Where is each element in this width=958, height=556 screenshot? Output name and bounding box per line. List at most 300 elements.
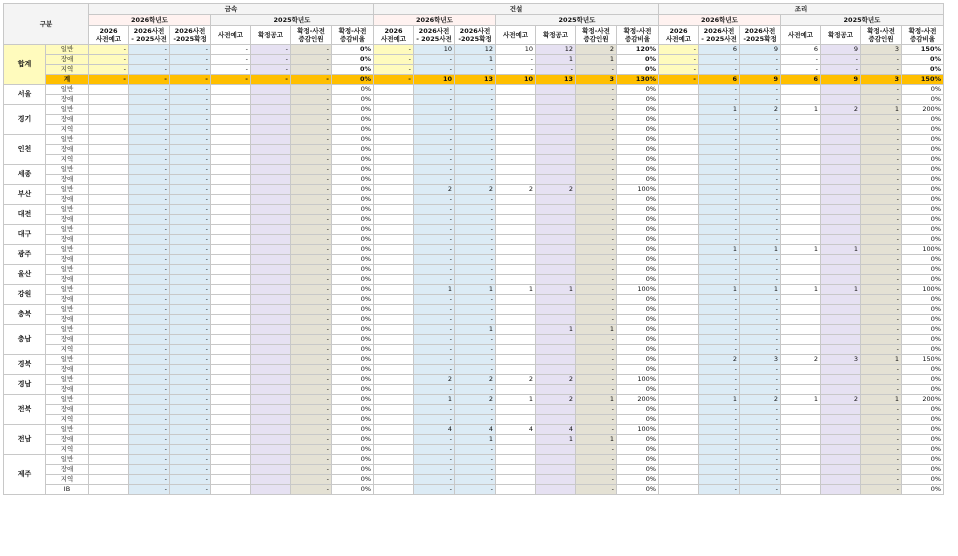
data-cell <box>781 315 821 325</box>
data-cell <box>496 95 536 105</box>
data-cell <box>251 475 291 485</box>
data-cell: - <box>861 85 902 95</box>
data-cell <box>89 95 129 105</box>
data-cell: - <box>699 65 740 75</box>
data-cell: 0% <box>617 235 659 245</box>
data-cell <box>89 315 129 325</box>
data-cell: - <box>170 265 211 275</box>
data-cell: - <box>699 185 740 195</box>
table-row <box>4 105 944 115</box>
data-cell <box>536 125 576 135</box>
data-cell: 0% <box>617 345 659 355</box>
data-cell: - <box>170 415 211 425</box>
data-cell: - <box>861 445 902 455</box>
data-cell: 2 <box>576 45 617 55</box>
data-cell <box>659 475 699 485</box>
region-label: 강원 <box>4 285 46 305</box>
data-cell: - <box>170 485 211 495</box>
data-cell: 0% <box>902 415 944 425</box>
data-cell: - <box>414 265 455 275</box>
data-cell: 0% <box>332 145 374 155</box>
data-cell: 1 <box>455 55 496 65</box>
data-cell: - <box>414 95 455 105</box>
data-cell <box>821 425 861 435</box>
data-cell <box>89 355 129 365</box>
data-cell <box>496 345 536 355</box>
data-cell <box>89 225 129 235</box>
data-cell <box>659 375 699 385</box>
data-cell <box>659 105 699 115</box>
data-cell <box>536 445 576 455</box>
data-cell <box>496 405 536 415</box>
data-cell: 0% <box>332 465 374 475</box>
data-cell: - <box>699 455 740 465</box>
data-cell: 0% <box>332 385 374 395</box>
data-cell <box>89 245 129 255</box>
data-cell <box>781 475 821 485</box>
data-cell: - <box>740 225 781 235</box>
data-cell <box>251 455 291 465</box>
data-cell <box>251 345 291 355</box>
data-cell <box>89 465 129 475</box>
data-cell: - <box>576 265 617 275</box>
data-cell <box>211 105 251 115</box>
data-cell: - <box>576 445 617 455</box>
data-cell <box>374 275 414 285</box>
data-cell <box>374 465 414 475</box>
data-cell <box>496 315 536 325</box>
data-cell: - <box>781 55 821 65</box>
data-cell: - <box>170 385 211 395</box>
data-cell <box>251 265 291 275</box>
data-cell: - <box>455 405 496 415</box>
data-cell <box>211 235 251 245</box>
data-cell: - <box>861 385 902 395</box>
category-label: 일반 <box>46 105 89 115</box>
data-cell: - <box>129 245 170 255</box>
data-cell <box>89 285 129 295</box>
data-cell: - <box>251 45 291 55</box>
table-row <box>4 195 944 205</box>
data-cell: - <box>414 275 455 285</box>
category-label: 지역 <box>46 415 89 425</box>
data-cell: - <box>211 55 251 65</box>
data-cell: - <box>129 435 170 445</box>
data-cell: 9 <box>740 45 781 55</box>
data-cell <box>251 185 291 195</box>
data-cell <box>821 155 861 165</box>
data-cell: - <box>496 65 536 75</box>
category-label: 장애 <box>46 115 89 125</box>
data-cell <box>659 175 699 185</box>
data-cell: 1 <box>861 395 902 405</box>
data-cell: 0% <box>902 155 944 165</box>
data-cell <box>659 445 699 455</box>
data-cell: 0% <box>617 455 659 465</box>
table-row <box>4 85 944 95</box>
data-cell <box>496 135 536 145</box>
data-cell: - <box>576 115 617 125</box>
data-cell: - <box>861 375 902 385</box>
data-cell: - <box>129 425 170 435</box>
data-cell <box>496 245 536 255</box>
data-cell: 1 <box>414 285 455 295</box>
data-cell: - <box>576 185 617 195</box>
data-cell <box>374 185 414 195</box>
data-cell: - <box>414 225 455 235</box>
data-cell: 2 <box>455 185 496 195</box>
data-cell: - <box>291 225 332 235</box>
data-cell: 2 <box>455 375 496 385</box>
data-cell: - <box>291 485 332 495</box>
data-cell <box>89 205 129 215</box>
data-cell: - <box>414 405 455 415</box>
data-cell: 4 <box>455 425 496 435</box>
data-cell: - <box>414 345 455 355</box>
data-cell: 3 <box>821 355 861 365</box>
data-cell <box>251 485 291 495</box>
data-cell: - <box>129 255 170 265</box>
data-cell <box>374 235 414 245</box>
data-cell: 1 <box>781 285 821 295</box>
data-cell: - <box>291 255 332 265</box>
data-cell: 0% <box>332 195 374 205</box>
data-cell <box>374 425 414 435</box>
data-cell <box>536 165 576 175</box>
data-cell: - <box>861 185 902 195</box>
column-header: 확정-사전 증감비율 <box>617 26 659 45</box>
data-cell <box>659 85 699 95</box>
data-cell: - <box>861 335 902 345</box>
data-cell: - <box>455 235 496 245</box>
data-cell <box>251 365 291 375</box>
table-row <box>4 225 944 235</box>
data-cell: - <box>129 225 170 235</box>
data-cell <box>659 185 699 195</box>
data-cell: - <box>170 375 211 385</box>
table-row <box>4 395 944 405</box>
data-cell <box>89 375 129 385</box>
table-row <box>4 465 944 475</box>
data-cell: - <box>861 455 902 465</box>
data-cell <box>251 175 291 185</box>
data-cell: - <box>170 105 211 115</box>
category-label: 장애 <box>46 335 89 345</box>
data-cell <box>89 395 129 405</box>
data-cell <box>659 215 699 225</box>
data-cell: - <box>576 155 617 165</box>
data-cell <box>374 435 414 445</box>
table-row <box>4 335 944 345</box>
data-cell <box>659 165 699 175</box>
data-cell: 0% <box>332 55 374 65</box>
data-cell: 1 <box>536 325 576 335</box>
data-cell <box>211 145 251 155</box>
data-cell: - <box>699 475 740 485</box>
group-header-cooking: 조리 <box>659 4 944 15</box>
data-cell <box>536 305 576 315</box>
data-cell <box>251 375 291 385</box>
data-cell: - <box>576 145 617 155</box>
data-cell: - <box>211 75 251 85</box>
data-cell <box>211 85 251 95</box>
data-cell <box>821 345 861 355</box>
region-label: 전남 <box>4 425 46 455</box>
column-header: 확정공고 <box>251 26 291 45</box>
table-row <box>4 365 944 375</box>
data-cell: - <box>699 125 740 135</box>
data-cell: 0% <box>617 55 659 65</box>
category-label: IB <box>46 485 89 495</box>
data-cell <box>251 355 291 365</box>
data-cell: - <box>129 295 170 305</box>
data-cell <box>251 335 291 345</box>
data-cell: - <box>291 375 332 385</box>
data-cell: - <box>170 225 211 235</box>
data-cell <box>659 455 699 465</box>
data-cell <box>251 225 291 235</box>
data-cell: - <box>129 55 170 65</box>
data-cell: - <box>291 285 332 295</box>
data-cell: - <box>414 215 455 225</box>
data-cell: - <box>414 55 455 65</box>
data-cell: - <box>576 95 617 105</box>
data-cell: - <box>861 265 902 275</box>
data-cell <box>781 225 821 235</box>
data-cell: - <box>576 345 617 355</box>
data-cell: 12 <box>536 45 576 55</box>
data-cell: - <box>861 245 902 255</box>
data-cell: 0% <box>617 435 659 445</box>
data-cell: - <box>455 445 496 455</box>
data-cell: - <box>291 355 332 365</box>
table-row <box>4 455 944 465</box>
data-cell <box>211 335 251 345</box>
data-cell <box>89 325 129 335</box>
table-row <box>4 435 944 445</box>
data-cell: - <box>455 155 496 165</box>
data-cell: 0% <box>902 445 944 455</box>
region-label: 합계 <box>4 45 46 85</box>
column-header: 2026사전 -2025확정 <box>455 26 496 45</box>
data-cell: - <box>129 135 170 145</box>
data-cell <box>251 435 291 445</box>
data-cell: - <box>455 455 496 465</box>
table-row <box>4 65 944 75</box>
category-label: 장애 <box>46 95 89 105</box>
data-cell: 1 <box>781 105 821 115</box>
data-cell <box>821 365 861 375</box>
data-cell: 0% <box>332 445 374 455</box>
data-cell <box>659 115 699 125</box>
data-cell: 0% <box>332 175 374 185</box>
data-cell: 0% <box>332 205 374 215</box>
data-cell <box>211 265 251 275</box>
data-cell: - <box>455 165 496 175</box>
data-cell <box>211 125 251 135</box>
data-cell <box>781 125 821 135</box>
data-cell: 2 <box>496 185 536 195</box>
data-cell: 0% <box>617 275 659 285</box>
category-label: 장애 <box>46 215 89 225</box>
data-cell <box>496 205 536 215</box>
table-row <box>4 315 944 325</box>
data-cell: - <box>414 295 455 305</box>
data-cell <box>781 85 821 95</box>
data-cell <box>374 155 414 165</box>
data-cell: - <box>659 45 699 55</box>
data-cell <box>781 205 821 215</box>
data-cell <box>211 165 251 175</box>
data-cell: - <box>699 425 740 435</box>
data-cell: - <box>291 325 332 335</box>
column-header: 사전예고 <box>211 26 251 45</box>
data-cell: - <box>129 115 170 125</box>
data-cell: - <box>129 325 170 335</box>
data-cell: 0% <box>617 305 659 315</box>
data-cell <box>211 375 251 385</box>
data-cell: 0% <box>332 125 374 135</box>
data-cell: - <box>414 355 455 365</box>
data-cell <box>374 165 414 175</box>
data-cell <box>536 205 576 215</box>
data-cell <box>89 155 129 165</box>
data-cell <box>496 195 536 205</box>
data-cell: 0% <box>902 65 944 75</box>
data-cell: - <box>455 95 496 105</box>
data-cell: - <box>89 55 129 65</box>
data-cell <box>536 405 576 415</box>
region-label: 울산 <box>4 265 46 285</box>
data-cell <box>211 395 251 405</box>
data-cell: - <box>129 485 170 495</box>
data-cell: - <box>291 95 332 105</box>
region-label: 경기 <box>4 105 46 135</box>
data-cell: - <box>170 425 211 435</box>
data-cell <box>659 355 699 365</box>
data-cell: - <box>455 115 496 125</box>
data-cell <box>89 385 129 395</box>
data-cell <box>781 305 821 315</box>
data-cell: - <box>740 425 781 435</box>
data-cell <box>821 485 861 495</box>
data-cell <box>821 145 861 155</box>
column-header: 확정-사전 증감비율 <box>332 26 374 45</box>
data-cell: - <box>291 105 332 115</box>
data-cell: - <box>576 125 617 135</box>
data-cell: - <box>576 235 617 245</box>
data-cell: 0% <box>902 275 944 285</box>
data-cell: 0% <box>332 425 374 435</box>
data-cell: - <box>781 65 821 75</box>
data-cell <box>659 335 699 345</box>
data-cell: - <box>414 475 455 485</box>
data-cell: - <box>455 305 496 315</box>
data-cell: 1 <box>699 105 740 115</box>
data-cell: - <box>740 305 781 315</box>
data-cell <box>821 415 861 425</box>
data-cell: 0% <box>617 95 659 105</box>
data-cell <box>536 465 576 475</box>
data-cell: - <box>455 205 496 215</box>
data-cell: - <box>455 475 496 485</box>
data-cell: 0% <box>332 365 374 375</box>
data-cell: 130% <box>617 75 659 85</box>
category-label: 일반 <box>46 45 89 55</box>
data-cell: - <box>291 125 332 135</box>
corner-label: 구분 <box>4 4 89 45</box>
category-label: 장애 <box>46 465 89 475</box>
data-cell: - <box>170 195 211 205</box>
data-cell <box>781 455 821 465</box>
data-cell <box>251 205 291 215</box>
data-cell: 0% <box>332 325 374 335</box>
data-cell: - <box>576 455 617 465</box>
data-cell: 0% <box>332 455 374 465</box>
data-cell: 0% <box>617 295 659 305</box>
category-label: 장애 <box>46 235 89 245</box>
data-cell <box>536 455 576 465</box>
data-cell: - <box>740 85 781 95</box>
data-cell: - <box>170 245 211 255</box>
data-cell: 0% <box>332 95 374 105</box>
data-cell: 2 <box>781 355 821 365</box>
data-cell: - <box>170 55 211 65</box>
table-row <box>4 345 944 355</box>
data-cell <box>251 85 291 95</box>
table-row <box>4 185 944 195</box>
data-cell <box>821 115 861 125</box>
data-cell <box>536 175 576 185</box>
data-cell <box>659 95 699 105</box>
data-cell <box>821 215 861 225</box>
data-cell: - <box>129 125 170 135</box>
data-cell: - <box>740 175 781 185</box>
data-cell: 1 <box>576 395 617 405</box>
data-cell <box>536 275 576 285</box>
data-cell: - <box>496 55 536 65</box>
data-cell: 1 <box>536 285 576 295</box>
category-label: 일반 <box>46 395 89 405</box>
data-cell <box>496 225 536 235</box>
data-cell: 1 <box>536 55 576 65</box>
category-label: 지역 <box>46 345 89 355</box>
data-cell: - <box>129 405 170 415</box>
data-cell <box>781 325 821 335</box>
data-cell <box>496 445 536 455</box>
data-cell <box>374 205 414 215</box>
data-cell <box>821 265 861 275</box>
data-cell <box>89 475 129 485</box>
data-cell <box>211 95 251 105</box>
data-cell: - <box>861 365 902 375</box>
data-cell <box>659 305 699 315</box>
data-cell: - <box>740 135 781 145</box>
data-cell <box>89 85 129 95</box>
data-cell: - <box>170 345 211 355</box>
data-cell <box>496 165 536 175</box>
data-cell: 3 <box>576 75 617 85</box>
table-row <box>4 215 944 225</box>
data-cell: - <box>291 385 332 395</box>
data-cell: - <box>740 405 781 415</box>
data-cell: - <box>374 65 414 75</box>
data-cell <box>659 295 699 305</box>
data-cell <box>659 345 699 355</box>
data-cell <box>374 475 414 485</box>
data-cell: - <box>129 335 170 345</box>
data-cell: - <box>170 305 211 315</box>
